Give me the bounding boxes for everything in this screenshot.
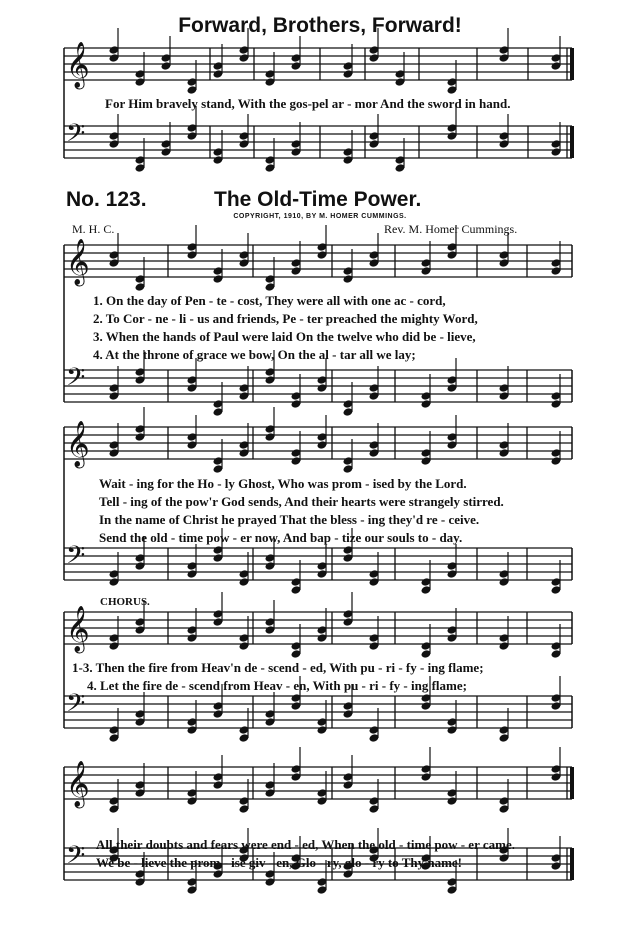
verse-4-line-1: 4. At the throne of grace we bow, On the al - tar all we lay;: [93, 347, 416, 362]
verse-3-line-1: 3. When the hands of Paul were laid On the twelve who did be - lieve,: [93, 329, 476, 344]
treble-clef-icon: 𝄞: [66, 421, 90, 467]
hymn-number: No. 123.: [66, 188, 147, 211]
prev-hymn-lyric: For Him bravely stand, With the gos-pel ar - mor And the sword in hand.: [105, 96, 511, 111]
verse-4-line-2: Send the old - time pow - er now, And bap - tize our souls to - day.: [99, 530, 463, 545]
verse-2-line-2: Tell - ing of the pow'r God sends, And their hearts were strangely stirred.: [99, 494, 504, 509]
bass-clef-icon: 𝄢: [66, 689, 86, 724]
bass-clef-icon: 𝄢: [66, 541, 86, 576]
copyright-notice: COPYRIGHT, 1910, BY M. HOMER CUMMINGS.: [233, 213, 407, 220]
composer-credit: M. H. C.: [72, 222, 115, 236]
verse-1-line-1: 1. On the day of Pen - te - cost, They were all with one ac - cord,: [93, 293, 446, 308]
bass-clef-icon: 𝄢: [66, 363, 86, 398]
chorus-line-2-b: We be - lieve the prom - ise giv - en, Glo - ry, glo - ry to Thy name!: [96, 855, 462, 870]
bass-clef-icon: 𝄢: [66, 119, 86, 154]
treble-clef-icon: 𝄞: [66, 761, 90, 807]
chorus-label: CHORUS.: [100, 596, 150, 608]
chorus-line-2-a: All their doubts and fears were end - ed, When the old - time pow - er came.: [96, 837, 515, 852]
hymn-title: The Old-Time Power.: [214, 188, 422, 211]
chorus-line-1-a: 1-3. Then the fire from Heav'n de - scend - ed, With pu - ri - fy - ing flame;: [72, 660, 484, 675]
treble-clef-icon: 𝄞: [66, 239, 90, 285]
treble-clef-icon: 𝄞: [66, 42, 90, 88]
bass-clef-icon: 𝄢: [66, 841, 86, 876]
treble-clef-icon: 𝄞: [66, 606, 90, 652]
verse-1-line-2: Wait - ing for the Ho - ly Ghost, Who was prom - ised by the Lord.: [99, 476, 467, 491]
chorus-line-1-b: 4. Let the fire de - scend from Heav - en, With pu - ri - fy - ing flame;: [87, 678, 467, 693]
author-credit: Rev. M. Homer Cummings.: [384, 222, 518, 236]
verse-2-line-1: 2. To Cor - ne - li - us and friends, Pe - ter preached the mighty Word,: [93, 311, 478, 326]
verse-3-line-2: In the name of Christ he prayed That the bless - ing they'd re - ceive.: [99, 512, 480, 527]
previous-hymn-title: Forward, Brothers, Forward!: [178, 14, 462, 37]
